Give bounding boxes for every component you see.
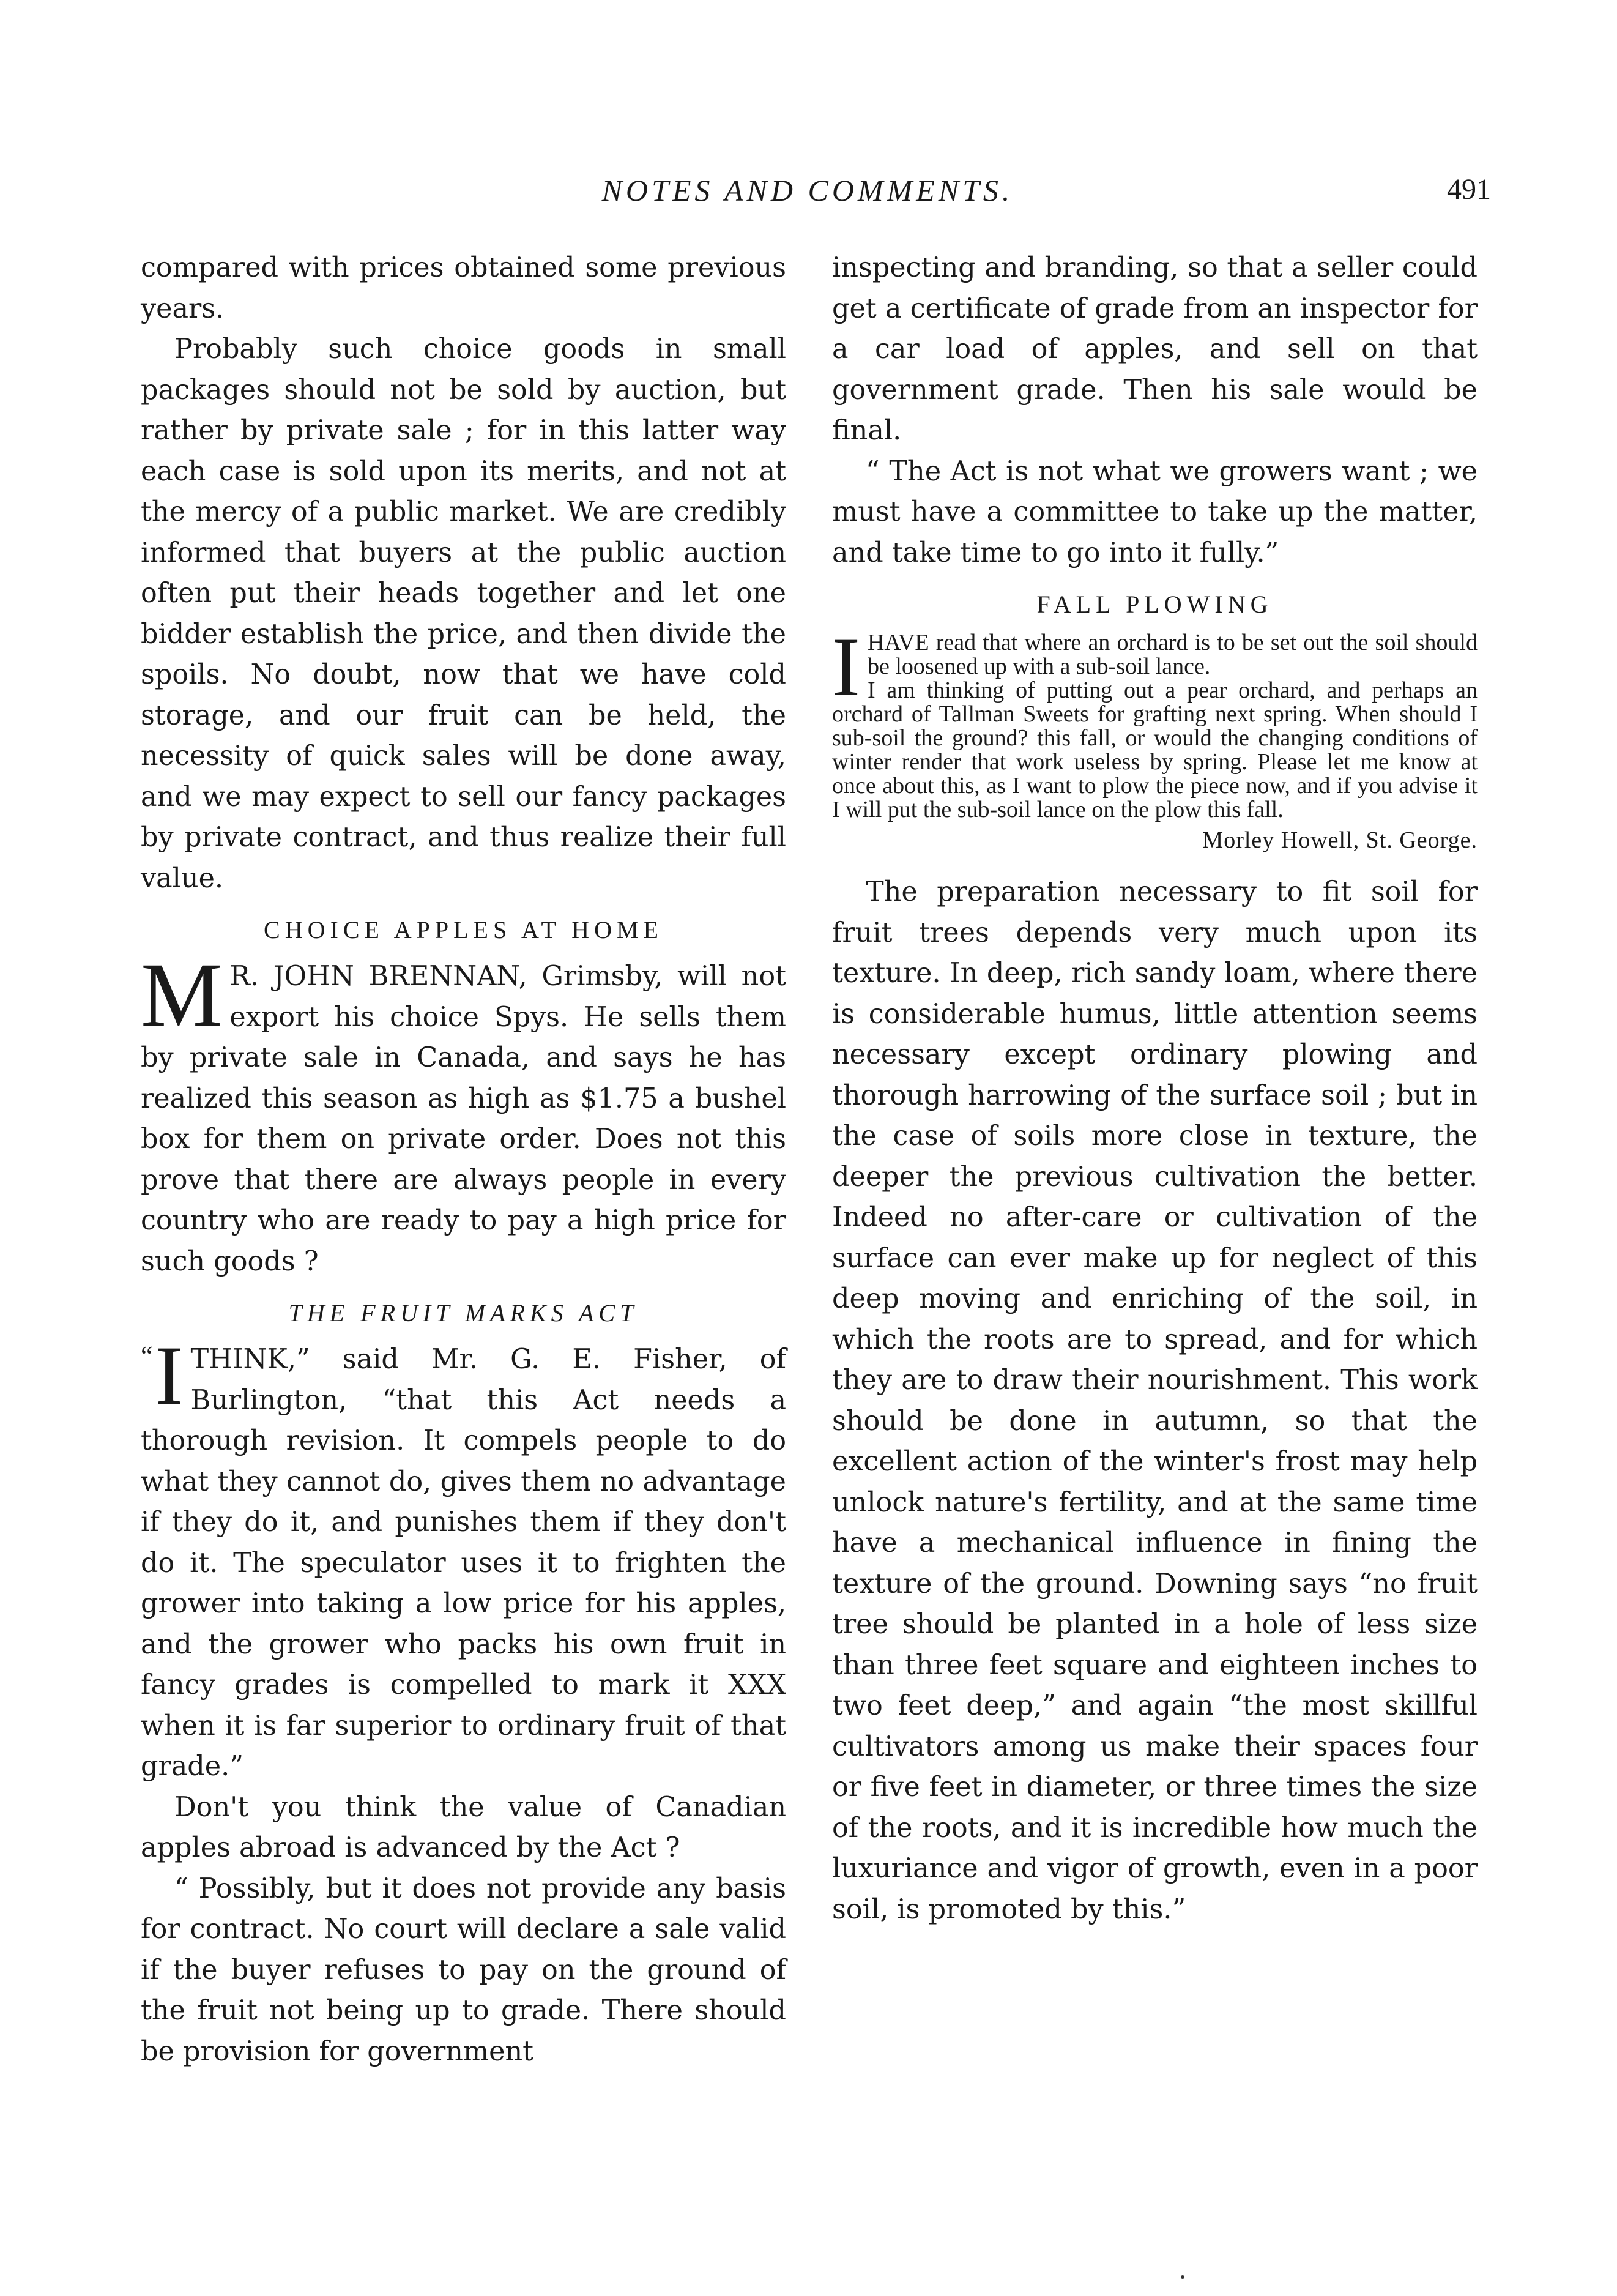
paragraph-contract: “ Possibly, but it does not provide any basis for contract. No court will declare a sale valid if the buyer refuses to pay on the ground of the fruit not being up to grade. There should be provision for government bbox=[141, 1873, 786, 2067]
paragraph-preparation: The preparation necessary to fit soil for fruit trees depends very much upon its texture. In deep, rich sandy loam, where there is considerable humus, little attention seems necessary except ordinary plowing and thorough harrowing of the surface soil ; but in the case of soils more close in texture, the deeper the previous cultivation the better. Indeed no after-care or cultivation of the surface can ever make up for neglect of this deep moving and enriching of the soil, in which the roots are to spread, and for which they are to draw their nourishment. This work should be done in autumn, so that the excellent action of the winter's frost may help unlock nature's fertility, and at the same time have a mechanical influence in fining the texture of the ground. Downing says “no fruit tree should be planted in a hole of less size than three feet square and eighteen inches to two feet deep,” and again “the most skillful cultivators among us make their spaces four or five feet in diameter, or three times the size of the roots, and it is incredible how much the luxuriance and vigor of growth, even in a poor soil, is promoted by this.” bbox=[832, 876, 1478, 1925]
paragraph-continuation: compared with prices obtained some previous years. bbox=[141, 252, 786, 324]
dropcap-m: M bbox=[141, 944, 223, 1046]
paragraph-auction: Probably such choice goods in small packages should not be sold by auction, but rather by private sale ; for in this latter way each case is sold upon its merits, and not at the mercy of a public market. We are credibly informed that buyers at the public auction often put their heads together and let one bidder establish the price, and then divide the spoils. No doubt, now that we have cold storage, and our fruit can be held, the necessity of quick sales will be done away, and we may expect to sell our fancy packages by private contract, and thus realize their full value. bbox=[141, 334, 786, 894]
heading-fruit-marks-act: THE FRUIT MARKS ACT bbox=[288, 1299, 639, 1327]
heading-fall-plowing: FALL PLOWING bbox=[1036, 591, 1273, 618]
right-column bbox=[832, 248, 1478, 1930]
paragraph-fisher bbox=[141, 1329, 786, 1787]
heading-choice-apples: CHOICE APPLES AT HOME bbox=[264, 916, 663, 944]
letter-paragraph-1 bbox=[832, 620, 1478, 714]
letter-paragraph-2: I am thinking of putting out a pear orchard, and perhaps an orchard of Tallman Sweets for grafting next spring. When should I sub-soil the ground? this fall, or would the changing conditions of winter render that work useless by spring. Please let me know at once about this, as I want to plow the piece now, and if you advise it I will put the sub-soil lance on the plow this fall. bbox=[832, 677, 1478, 822]
paragraph-brennan bbox=[141, 944, 786, 1282]
page-number: 491 bbox=[1447, 173, 1491, 206]
running-head-title: NOTES AND COMMENTS. bbox=[601, 173, 1014, 207]
opening-quote-mark: “ bbox=[141, 1341, 153, 1371]
paragraph-brennan-text: R. JOHN BRENNAN, Grimsby, will not export his choice Spys. He sells them by private sale in Canada, and says he has realized this season as high as $1.75 a bushel box for them on private order. Does not this prove that there are always people in every country who are ready to pay a high price for such goods ? bbox=[141, 961, 786, 1277]
paragraph-fisher-text: THINK,” said Mr. G. E. Fisher, of Burlington, “that this Act needs a thorough revision. It compels people to do what they cannot do, gives them no advantage if they do it, and punishes them if they don't do it. The speculator uses it to frighten the grower into taking a low price for his apples, and the grower who packs his own fruit in fancy grades is compelled to mark it XXX when it is far superior to ordinary fruit of that grade.” bbox=[141, 1344, 786, 1782]
paragraph-inspecting: inspecting and branding, so that a seller could get a certificate of grade from an inspector for a car load of apples, and sell on that government grade. Then his sale would be final. bbox=[832, 252, 1478, 446]
letter-paragraph-1-text: HAVE read that where an orchard is to be set out the soil should be loosened up with a sub-soil lance. bbox=[867, 630, 1478, 679]
page-dot-mark bbox=[1181, 2275, 1184, 2279]
left-column bbox=[141, 248, 786, 2072]
dropcap-i-letter: I bbox=[832, 620, 860, 714]
letter-signature: Morley Howell, St. George. bbox=[1202, 827, 1478, 853]
dropcap-i: I bbox=[155, 1329, 184, 1422]
paragraph-growers: “ The Act is not what we growers want ; we must have a committee to take up the matter, and take time to go into it fully.” bbox=[832, 455, 1478, 568]
paragraph-question: Don't you think the value of Canadian apples abroad is advanced by the Act ? bbox=[141, 1791, 786, 1863]
